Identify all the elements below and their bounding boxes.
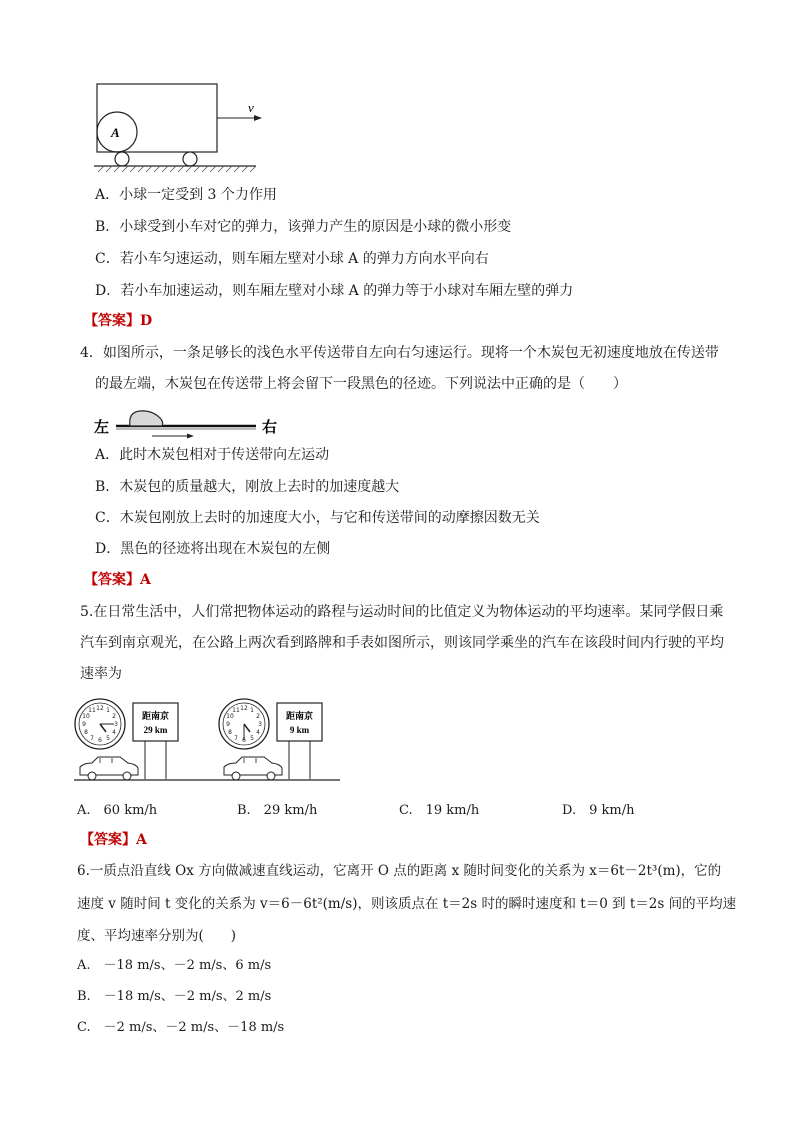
q6-option-c: C. －2 m/s、－2 m/s、－18 m/s — [77, 1020, 285, 1035]
q4-answer-bracket: 【答案】 — [84, 572, 140, 588]
q4-stem-line1: 4．如图所示，一条足够长的浅色水平传送带自左向右匀速运行。现将一个木炭包无初速度地放在传送带 — [80, 345, 719, 361]
clock-2-num-10: 10 — [226, 713, 234, 720]
road-sign-clock-figure — [72, 697, 342, 785]
sign-2-title: 距南京 — [285, 712, 314, 722]
velocity-label: v — [248, 100, 254, 115]
clock-1-num-9: 9 — [82, 721, 86, 728]
cart-ball-figure — [90, 78, 270, 173]
q6-option-a: A. －18 m/s、－2 m/s、6 m/s — [77, 958, 272, 973]
q3-answer-value: D — [140, 313, 153, 329]
q4-option-d: D．黑色的径迹将出现在木炭包的左侧 — [95, 541, 331, 557]
q4-answer — [84, 571, 151, 589]
clock-1-num-4: 4 — [112, 729, 116, 736]
q5-stem-line3: 速率为 — [80, 666, 122, 682]
q5-option-a: A. 60 km/h — [77, 803, 158, 818]
clock-1-num-7: 7 — [90, 735, 94, 742]
clock-1-num-6: 6 — [98, 737, 102, 744]
car-1 — [80, 757, 138, 780]
q3-option-c: C．若小车匀速运动，则车厢左壁对小球 A 的弹力方向水平向右 — [95, 251, 489, 267]
q3-option-b: B．小球受到小车对它的弹力，该弹力产生的原因是小球的微小形变 — [95, 219, 512, 235]
clock-1 — [75, 699, 125, 749]
clock-2-num-9: 9 — [226, 721, 230, 728]
cart-wheel-left — [115, 152, 129, 166]
conveyor-right-label: 右 — [262, 418, 278, 436]
ball-a-label: A — [111, 125, 120, 140]
clock-2-num-2: 2 — [256, 713, 260, 720]
q6-stem-line1: 6.一质点沿直线 Ox 方向做减速直线运动，它离开 O 点的距离 x 随时间变化的关系为 x＝6t－2t³(m)，它的 — [77, 863, 722, 879]
q6-stem-line2: 速度 v 随时间 t 变化的关系为 v＝6－6t²(m/s)，则该质点在 t＝2s 时的瞬时速度和 t＝0 到 t＝2s 间的平均速 — [77, 896, 737, 912]
clock-2-num-1: 1 — [250, 707, 254, 714]
q4-answer-value: A — [140, 572, 151, 588]
q5-options-row — [77, 802, 634, 820]
sign-1-distance: 29 km — [143, 725, 168, 735]
car-2 — [224, 757, 282, 780]
q6-option-b: B. －18 m/s、－2 m/s、2 m/s — [77, 989, 272, 1004]
clock-2-num-12: 12 — [240, 705, 248, 712]
clock-1-num-3: 3 — [114, 721, 118, 728]
clock-2-num-11: 11 — [232, 707, 240, 714]
clock-1-num-12: 12 — [96, 705, 104, 712]
clock-1-num-5: 5 — [106, 735, 110, 742]
clock-2-num-5: 5 — [250, 735, 254, 742]
q3-option-a: A．小球一定受到 3 个力作用 — [95, 187, 277, 203]
q4-option-b: B．木炭包的质量越大，刚放上去时的加速度越大 — [95, 479, 400, 495]
cart-body — [97, 84, 217, 152]
q5-option-d: D. 9 km/h — [562, 803, 635, 818]
velocity-arrowhead — [254, 115, 262, 121]
clock-1-num-8: 8 — [84, 729, 88, 736]
q3-answer-bracket: 【答案】 — [84, 313, 140, 329]
sign-1-title: 距南京 — [141, 712, 170, 722]
q3-option-d: D．若小车加速运动，则车厢左壁对小球 A 的弹力等于小球对车厢左壁的弹力 — [95, 283, 574, 299]
clock-2-num-7: 7 — [234, 735, 238, 742]
clock-2 — [219, 699, 269, 749]
q5-stem-line1: 5.在日常生活中，人们常把物体运动的路程与运动时间的比值定义为物体运动的平均速率。某同学假日乘 — [80, 604, 724, 620]
q6-stem-line3: 度、平均速率分别为( ) — [77, 928, 237, 944]
clock-2-num-8: 8 — [228, 729, 232, 736]
road-sign-2 — [277, 703, 322, 779]
clock-1-num-10: 10 — [82, 713, 90, 720]
clock-2-num-6: 6 — [242, 737, 246, 744]
cart-wheel-right — [183, 152, 197, 166]
sign-2-distance: 9 km — [289, 725, 310, 735]
q4-option-a: A．此时木炭包相对于传送带向左运动 — [95, 447, 330, 463]
q4-stem-line2: 的最左端，木炭包在传送带上将会留下一段黑色的径迹。下列说法中正确的是（ ） — [95, 376, 627, 392]
q5-answer-value: A — [136, 832, 147, 848]
q5-answer — [80, 831, 147, 849]
q4-option-c: C．木炭包刚放上去时的加速度大小，与它和传送带间的动摩擦因数无关 — [95, 510, 540, 526]
ground-hatching — [98, 166, 256, 172]
q5-option-c: C. 19 km/h — [399, 803, 480, 818]
conveyor-figure — [92, 406, 292, 442]
belt-direction-arrowhead — [187, 434, 194, 439]
q5-stem-line2: 汽车到南京观光，在公路上两次看到路牌和手表如图所示，则该同学乘坐的汽车在该段时间内行驶的平均 — [80, 635, 724, 651]
conveyor-left-label: 左 — [94, 418, 110, 436]
clock-2-num-3: 3 — [258, 721, 262, 728]
clock-2-num-4: 4 — [256, 729, 260, 736]
charcoal-bag — [130, 411, 163, 426]
road-sign-1 — [133, 703, 178, 779]
q5-option-b: B. 29 km/h — [237, 803, 318, 818]
q3-answer — [84, 312, 152, 330]
q5-answer-bracket: 【答案】 — [80, 832, 136, 848]
clock-1-num-2: 2 — [112, 713, 116, 720]
clock-1-num-1: 1 — [106, 707, 110, 714]
clock-1-num-11: 11 — [88, 707, 96, 714]
